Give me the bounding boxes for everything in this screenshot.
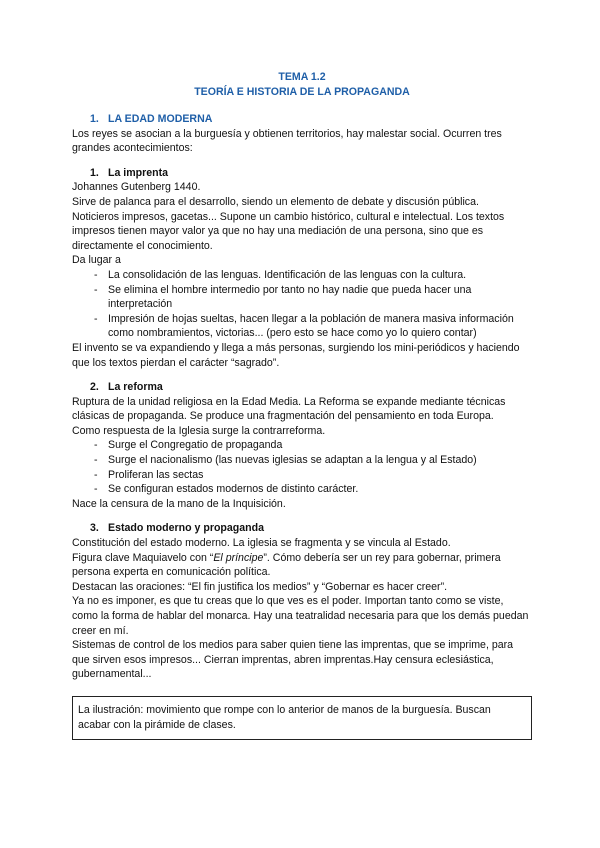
text-run: Figura clave Maquiavelo con “ [72,551,214,564]
paragraph: Noticieros impresos, gacetas... Supone un cambio histórico, cultural e intelectual. Los textos impresos tienen mayor valor ya que no hay una mediación de una persona, sino que es directamente el conocimiento. [72,210,505,252]
list-item: - La consolidación de las lenguas. Identificación de las lenguas con la cultura. [94,268,532,283]
paragraph: Sirve de palanca para el desarrollo, siendo un elemento de debate y discusión pública. [72,195,479,208]
paragraph: Ya no es imponer, es que tu creas que lo que ves es el poder. Importan tanto como se viste, como la forma de hablar del monarca. Hay una teatralidad necesaria para que los demás puedan creer en mí. [72,595,529,637]
subsection-title: Estado moderno y propaganda [108,522,264,535]
paragraph: Sistemas de control de los medios para saber quien tiene las imprentas, que se imprime, para que sirven esos impresos... Cierran imprentas, abren imprentas.Hay censura eclesiástica, gubernamental... [72,639,514,681]
list-item: - Surge el Congregatio de propaganda [94,438,532,453]
section-number: 1. [90,113,99,125]
document-page [72,70,532,740]
subsection-heading-estado [72,521,532,536]
list-item: - Surge el nacionalismo (las nuevas iglesias se adaptan a la lengua y al Estado) [94,453,532,468]
subsection-heading-imprenta [72,166,532,181]
paragraph: Ruptura de la unidad religiosa en la Edad Media. La Reforma se expande mediante técnicas clásicas de propaganda. Se produce una fragmentación del pensamiento en toda Europa. [72,395,506,423]
paragraph: Destacan las oraciones: “El fin justifica los medios” y “Gobernar es hacer creer”. [72,580,448,593]
subsection-number: 3. [90,522,99,535]
paragraph: Johannes Gutenberg 1440. [72,181,201,194]
book-title: El príncipe [213,551,264,564]
subsection-number: 2. [90,381,99,394]
subsection-number: 1. [90,166,99,179]
page-title: TEORÍA E HISTORIA DE LA PROPAGANDA [194,86,410,98]
list-item: - Impresión de hojas sueltas, hacen llegar a la población de manera masiva información como nombramientos, victorias... (pero esto se hace como yo lo quiero contar) [94,312,532,341]
paragraph: El invento se va expandiendo y llega a más personas, surgiendo los mini-periódicos y haciendo que los textos pierdan el carácter “sagrado”. [72,341,520,369]
dash-list [72,438,532,496]
paragraph: Nace la censura de la mano de la Inquisición. [72,497,286,510]
text-run: ”. Cómo debería ser un rey para gobernar, primera persona experta en comunicación política. [72,551,501,579]
subsection-heading-reforma [72,380,532,395]
paragraph-maquiavelo [72,551,532,580]
note-box: La ilustración: movimiento que rompe con lo anterior de manos de la burguesía. Buscan acabar con la pirámide de clases. [72,696,532,740]
subsection-title: La reforma [108,381,163,394]
list-item: - Se elimina el hombre intermedio por tanto no hay nadie que pueda hacer una interpretación [94,283,532,312]
section-title: LA EDAD MODERNA [108,113,213,125]
section-intro: Los reyes se asocian a la burguesía y obtienen territorios, hay malestar social. Ocurren tres grandes acontecimientos: [72,127,502,155]
paragraph: Constitución del estado moderno. La iglesia se fragmenta y se vincula al Estado. [72,537,451,550]
section-heading-edad-moderna [72,112,532,127]
list-item: - Proliferan las sectas [94,468,532,483]
topic-heading: TEMA 1.2 [278,71,326,83]
list-item: - Se configuran estados modernos de distinto carácter. [94,482,532,497]
paragraph: Como respuesta de la Iglesia surge la contrarreforma. [72,424,326,437]
dash-list [72,268,532,341]
subsection-title: La imprenta [108,166,169,179]
paragraph: Da lugar a [72,254,121,267]
